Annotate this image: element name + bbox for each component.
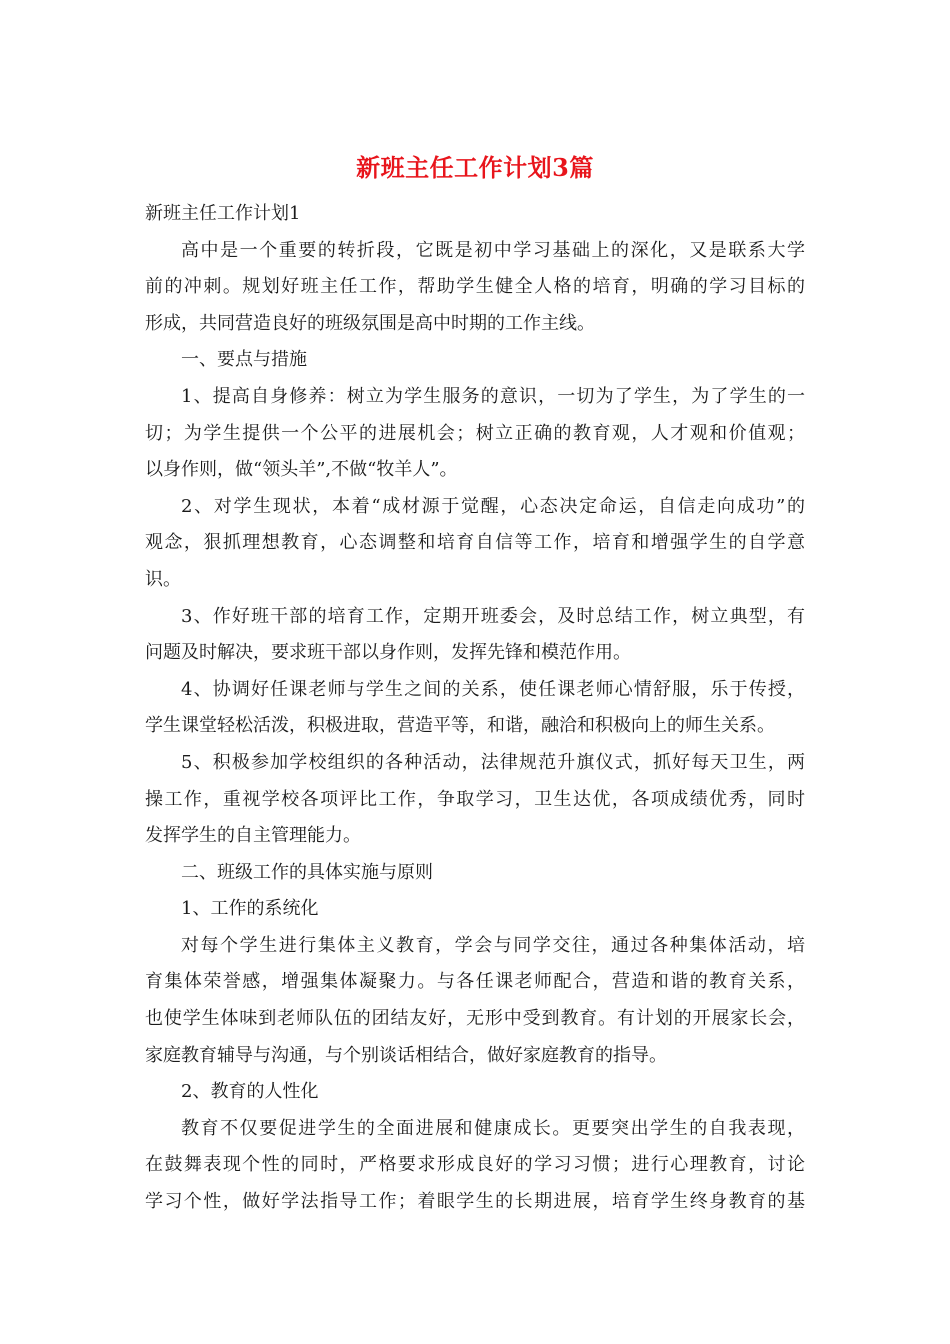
paragraph-line: 学生课堂轻松活泼，积极进取，营造平等，和谐，融洽和积极向上的师生关系。	[145, 715, 775, 737]
paragraph-line: 2、教育的人性化	[181, 1081, 319, 1103]
paragraph-line: 1、工作的系统化	[181, 898, 319, 920]
document-body	[145, 196, 805, 1221]
paragraph-line: 2、对学生现状，本着“成材源于觉醒，心态决定命运，自信走向成功”的	[181, 495, 805, 517]
paragraph-line: 4、协调好任课老师与学生之间的关系，使任课老师心情舒服，乐于传授，	[181, 678, 805, 700]
paragraph-line: 3、作好班干部的培育工作，定期开班委会，及时总结工作，树立典型，有	[181, 605, 805, 627]
paragraph-line: 对每个学生进行集体主义教育，学会与同学交往，通过各种集体活动，培	[181, 934, 805, 956]
paragraph-line: 切；为学生提供一个公平的进展机会；树立正确的教育观，人才观和价值观；	[145, 422, 805, 444]
paragraph-line: 1、提高自身修养：树立为学生服务的意识，一切为了学生，为了学生的一	[181, 385, 805, 407]
paragraph-line: 教育不仅要促进学生的全面进展和健康成长。更要突出学生的自我表现，	[181, 1117, 805, 1139]
paragraph-line: 高中是一个重要的转折段，它既是初中学习基础上的深化，又是联系大学	[181, 239, 805, 261]
paragraph-line: 在鼓舞表现个性的同时，严格要求形成良好的学习习惯；进行心理教育，讨论	[145, 1154, 805, 1176]
paragraph-line: 发挥学生的自主管理能力。	[145, 825, 361, 847]
paragraph-line: 二、班级工作的具体实施与原则	[181, 861, 433, 883]
paragraph-line: 5、积极参加学校组织的各种活动，法律规范升旗仪式，抓好每天卫生，两	[181, 751, 805, 773]
paragraph-line: 育集体荣誉感，增强集体凝聚力。与各任课老师配合，营造和谐的教育关系，	[145, 971, 805, 993]
paragraph-line: 也使学生体味到老师队伍的团结友好，无形中受到教育。有计划的开展家长会，	[145, 1008, 805, 1030]
paragraph-line: 前的冲刺。规划好班主任工作，帮助学生健全人格的培育，明确的学习目标的	[145, 276, 805, 298]
paragraph-line: 家庭教育辅导与沟通，与个别谈话相结合，做好家庭教育的指导。	[145, 1044, 667, 1066]
paragraph-line: 一、要点与措施	[181, 349, 307, 371]
section-subtitle: 新班主任工作计划1	[145, 203, 301, 224]
paragraph-line: 识。	[145, 568, 181, 590]
paragraph-line: 观念，狠抓理想教育，心态调整和培育自信等工作，培育和增强学生的自学意	[145, 532, 805, 554]
paragraph-line: 操工作，重视学校各项评比工作，争取学习，卫生达优，各项成绩优秀，同时	[145, 788, 805, 810]
document-page	[145, 150, 805, 1221]
document-title: 新班主任工作计划3篇	[356, 153, 594, 182]
paragraph-line: 形成，共同营造良好的班级氛围是高中时期的工作主线。	[145, 312, 595, 334]
paragraph-line: 问题及时解决，要求班干部以身作则，发挥先锋和模范作用。	[145, 642, 631, 664]
paragraph-line: 以身作则，做“领头羊”,不做“牧羊人”。	[145, 459, 458, 481]
paragraph-line: 学习个性，做好学法指导工作；着眼学生的长期进展，培育学生终身教育的基	[145, 1191, 805, 1213]
